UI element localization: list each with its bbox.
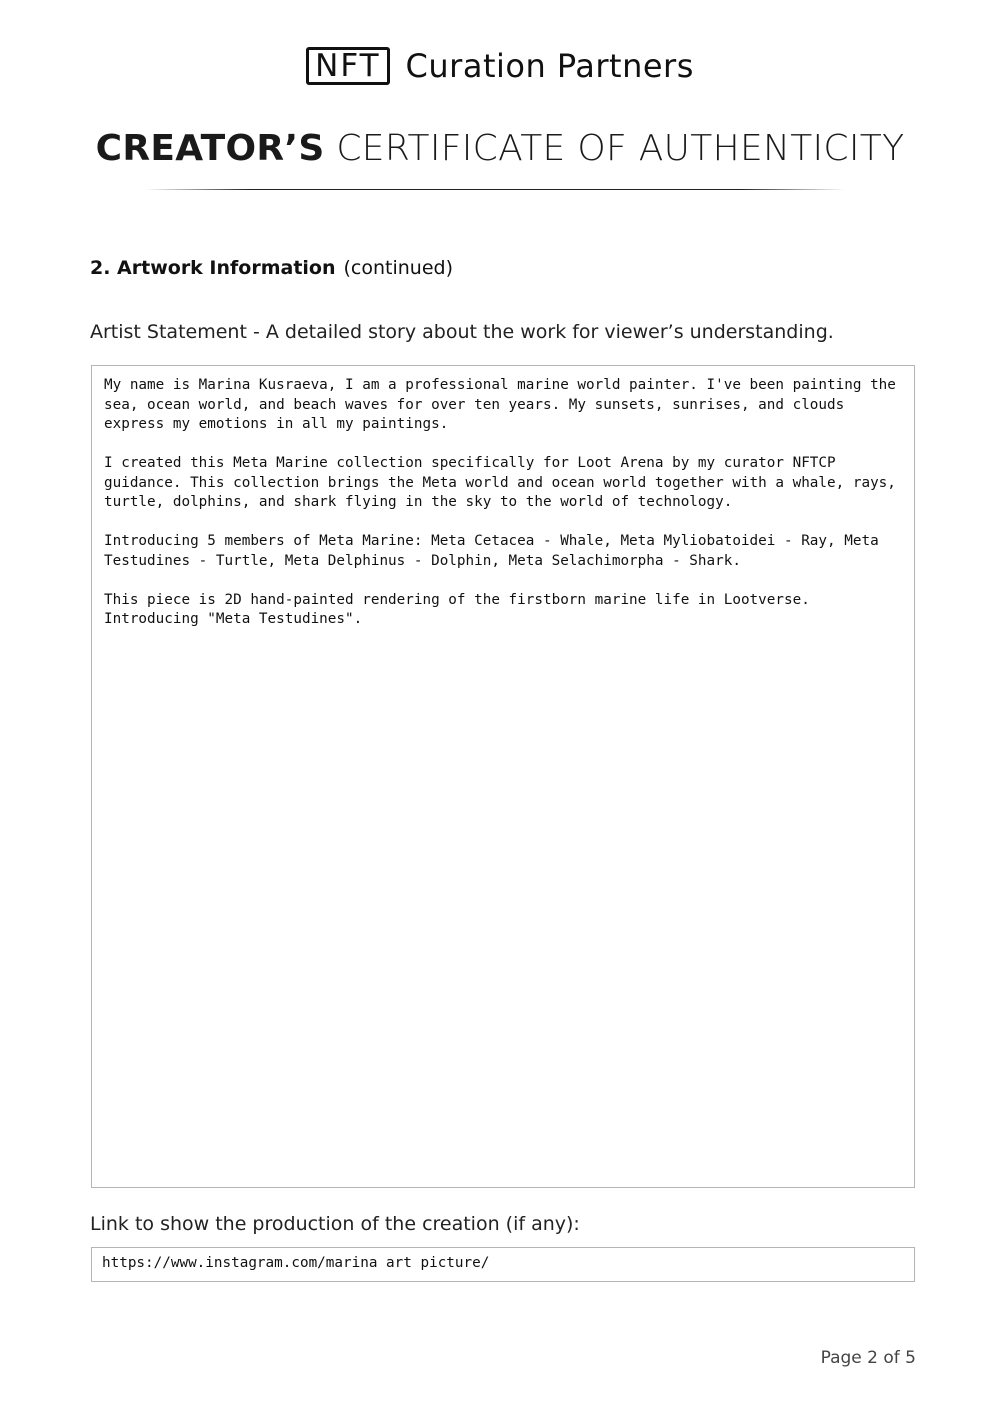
statement-paragraph: My name is Marina Kusraeva, I am a professional marine world painter. I've been painting the sea, ocean world, and beach waves for over ten years. My sunsets, sunrises, and clouds express my emotions in all my paintings. bbox=[104, 377, 896, 432]
production-link-field[interactable]: https://www.instagram.com/marina art picture/ bbox=[91, 1247, 915, 1282]
logo-brand-name: Curation Partners bbox=[405, 47, 694, 85]
artist-statement-label: Artist Statement - A detailed story about the work for viewer’s understanding. bbox=[90, 321, 834, 343]
title-divider bbox=[145, 189, 845, 190]
page-number: Page 2 of 5 bbox=[820, 1348, 916, 1368]
certificate-title-bold: CREATOR’S bbox=[95, 128, 325, 169]
section-heading-continued: (continued) bbox=[343, 257, 454, 279]
statement-paragraph: I created this Meta Marine collection specifically for Loot Arena by my curator NFTCP guidance. This collection brings the Meta world and ocean world together with a whale, rays, turtle, dolphins, and shark flying in the sky to the world of technology. bbox=[104, 455, 896, 510]
certificate-title-rest: CERTIFICATE OF AUTHENTICITY bbox=[336, 128, 905, 169]
statement-paragraph: This piece is 2D hand-painted rendering of the firstborn marine life in Lootverse. Introducing "Meta Testudines". bbox=[104, 591, 810, 627]
brand-logo bbox=[0, 47, 1000, 85]
logo-nft-box: NFT bbox=[306, 47, 389, 85]
certificate-title bbox=[0, 128, 1000, 169]
artist-statement-field[interactable] bbox=[91, 365, 915, 1188]
statement-paragraph: Introducing 5 members of Meta Marine: Meta Cetacea - Whale, Meta Myliobatoidei - Ray, Meta Testudines - Turtle, Meta Delphinus - Dolphin, Meta Selachimorpha - Shark. bbox=[104, 533, 879, 569]
production-link-label: Link to show the production of the creation (if any): bbox=[90, 1213, 580, 1235]
section-heading-title: 2. Artwork Information bbox=[90, 257, 336, 279]
section-heading bbox=[90, 257, 453, 279]
